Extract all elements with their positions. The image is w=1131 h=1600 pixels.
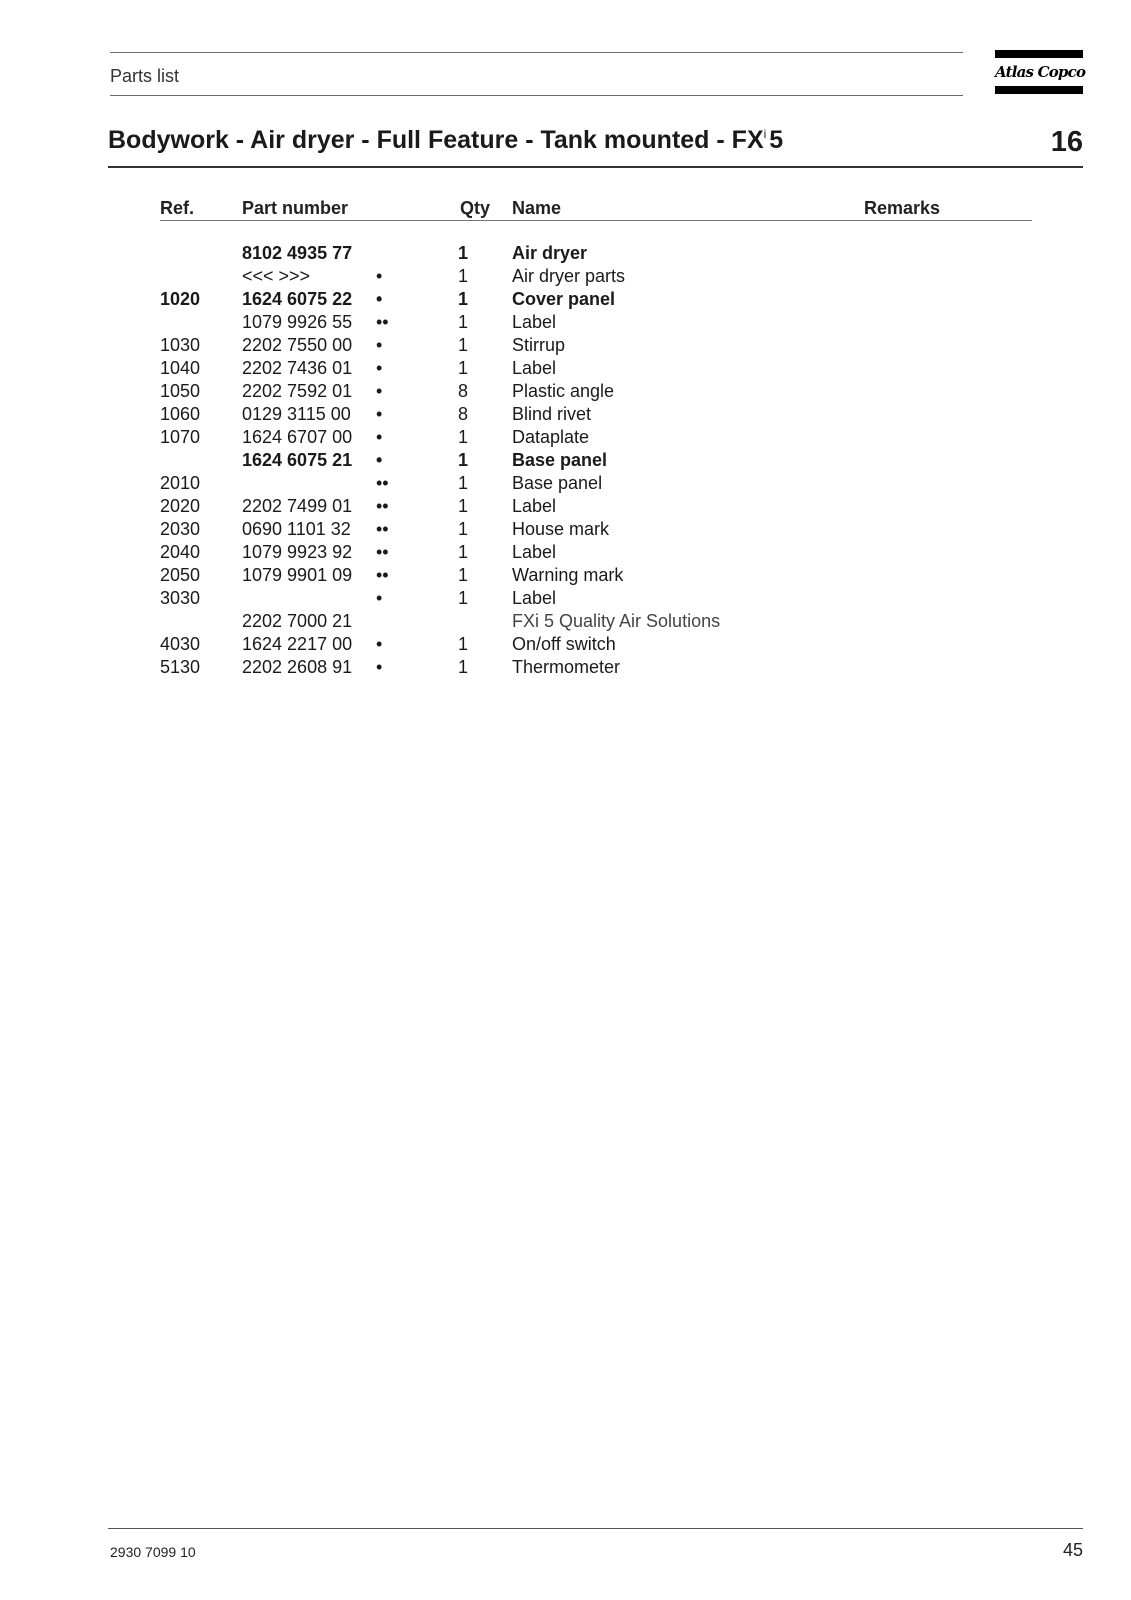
row-part-number: 2202 7499 01	[242, 496, 353, 516]
row-qty: 1	[457, 496, 468, 516]
row-ref: 2040	[160, 542, 201, 562]
table-row	[0, 541, 1131, 564]
row-name: On/off switch	[512, 634, 616, 654]
row-part-number: 0690 1101 32	[242, 519, 351, 539]
row-name: Air dryer parts	[512, 266, 626, 286]
row-part-number: 0129 3115 00	[242, 404, 351, 424]
row-part-number: 1624 6075 22	[242, 289, 353, 309]
row-part-number: 1624 6075 21	[242, 450, 353, 470]
atlas-copco-logo	[995, 50, 1086, 94]
row-name: Warning mark	[512, 565, 624, 585]
header-part-number: Part number	[242, 198, 349, 218]
row-level-bullets: •	[376, 634, 383, 654]
row-ref: 2050	[160, 565, 201, 585]
row-level-bullets: ••	[376, 565, 389, 585]
header-ref: Ref.	[160, 198, 195, 218]
row-level-bullets: •	[376, 266, 383, 286]
row-name: Label	[512, 542, 557, 562]
table-row	[0, 587, 1131, 610]
row-qty: 1	[457, 266, 468, 286]
table-row	[0, 472, 1131, 495]
logo-top-bar	[995, 50, 1083, 58]
row-name: Dataplate	[512, 427, 590, 447]
footer-rule	[108, 1528, 1083, 1529]
section-label: Parts list	[110, 66, 180, 86]
row-ref: 5130	[160, 657, 201, 677]
row-name: Base panel	[512, 450, 608, 470]
table-row	[0, 334, 1131, 357]
row-name: FXi 5 Quality Air Solutions	[512, 611, 721, 631]
row-qty: 1	[457, 588, 468, 608]
row-part-number: 2202 7592 01	[242, 381, 353, 401]
row-ref: 4030	[160, 634, 201, 654]
row-qty: 1	[457, 243, 468, 263]
row-name: Label	[512, 496, 557, 516]
page-title	[108, 126, 783, 155]
row-part-number: 1079 9901 09	[242, 565, 353, 585]
table-row	[0, 265, 1131, 288]
row-ref: 1070	[160, 427, 201, 447]
header-top-rule	[110, 52, 963, 53]
table-row	[0, 403, 1131, 426]
table-row	[0, 564, 1131, 587]
row-ref: 2030	[160, 519, 201, 539]
row-part-number: 2202 7000 21	[242, 611, 353, 631]
row-name: Base panel	[512, 473, 603, 493]
table-row	[0, 610, 1131, 633]
header-qty: Qty	[460, 198, 491, 218]
row-qty: 1	[457, 312, 468, 332]
row-part-number: 1079 9926 55	[242, 312, 353, 332]
row-level-bullets: •	[376, 335, 383, 355]
row-name: Label	[512, 358, 557, 378]
table-row	[0, 495, 1131, 518]
table-row	[0, 656, 1131, 679]
row-qty: 1	[457, 335, 468, 355]
row-level-bullets: ••	[376, 519, 389, 539]
table-row	[0, 380, 1131, 403]
row-name: Stirrup	[512, 335, 566, 355]
row-qty: 1	[457, 657, 468, 677]
row-part-number: 8102 4935 77	[242, 243, 353, 263]
row-qty: 1	[457, 542, 468, 562]
row-level-bullets: ••	[376, 312, 389, 332]
table-row	[0, 242, 1131, 265]
row-level-bullets: •	[376, 450, 383, 470]
logo-bottom-bar	[995, 86, 1083, 94]
row-level-bullets: •	[376, 358, 383, 378]
table-row	[0, 633, 1131, 656]
row-part-number: 2202 7436 01	[242, 358, 353, 378]
row-level-bullets: ••	[376, 496, 389, 516]
parts-table	[0, 242, 1131, 679]
row-qty: 1	[457, 358, 468, 378]
row-name: Thermometer	[512, 657, 621, 677]
row-level-bullets: •	[376, 427, 383, 447]
document-number: 2930 7099 10	[110, 1544, 196, 1560]
row-level-bullets: •	[376, 289, 383, 309]
row-qty: 1	[457, 289, 468, 309]
row-name: Blind rivet	[512, 404, 592, 424]
table-row	[0, 311, 1131, 334]
row-qty: 8	[457, 404, 468, 424]
row-name: Cover panel	[512, 289, 616, 309]
row-name: Label	[512, 588, 557, 608]
row-qty: 1	[457, 519, 468, 539]
table-row	[0, 518, 1131, 541]
row-qty: 1	[457, 427, 468, 447]
chapter-number: 16	[1050, 126, 1083, 158]
title-suffix: 5	[769, 126, 784, 154]
column-header-rule	[160, 220, 1032, 221]
table-row	[0, 449, 1131, 472]
row-part-number: 1624 6707 00	[242, 427, 353, 447]
row-part-number: 1079 9923 92	[242, 542, 353, 562]
page-number: 45	[1062, 1540, 1083, 1560]
row-qty: 1	[457, 473, 468, 493]
title-superscript: i	[763, 127, 767, 141]
row-ref: 1050	[160, 381, 201, 401]
row-level-bullets: ••	[376, 473, 389, 493]
row-qty: 8	[457, 381, 468, 401]
row-qty: 1	[457, 565, 468, 585]
row-ref: 2010	[160, 473, 201, 493]
row-name: Plastic angle	[512, 381, 615, 401]
row-ref: 2020	[160, 496, 201, 516]
row-part-number: 2202 7550 00	[242, 335, 353, 355]
row-qty: 1	[457, 634, 468, 654]
title-rule	[108, 166, 1083, 168]
row-part-number: 2202 2608 91	[242, 657, 353, 677]
row-part-number: <<< >>>	[242, 266, 311, 286]
row-name: Label	[512, 312, 557, 332]
row-ref: 1060	[160, 404, 201, 424]
table-row	[0, 288, 1131, 311]
row-ref: 1020	[160, 289, 201, 309]
row-ref: 1040	[160, 358, 201, 378]
table-row	[0, 426, 1131, 449]
header-bottom-rule	[110, 95, 963, 96]
row-name: House mark	[512, 519, 610, 539]
row-level-bullets: •	[376, 404, 383, 424]
header-remarks: Remarks	[864, 198, 941, 218]
row-level-bullets: •	[376, 381, 383, 401]
row-ref: 3030	[160, 588, 201, 608]
title-text: Bodywork - Air dryer - Full Feature - Tank mounted - FX	[108, 126, 764, 154]
row-qty: 1	[457, 450, 468, 470]
row-level-bullets: ••	[376, 542, 389, 562]
row-level-bullets: •	[376, 588, 383, 608]
row-name: Air dryer	[512, 243, 588, 263]
row-ref: 1030	[160, 335, 201, 355]
table-row	[0, 357, 1131, 380]
row-level-bullets: •	[376, 657, 383, 677]
logo-wordmark: Atlas Copco	[995, 63, 1086, 81]
row-part-number: 1624 2217 00	[242, 634, 353, 654]
header-name: Name	[512, 198, 562, 218]
